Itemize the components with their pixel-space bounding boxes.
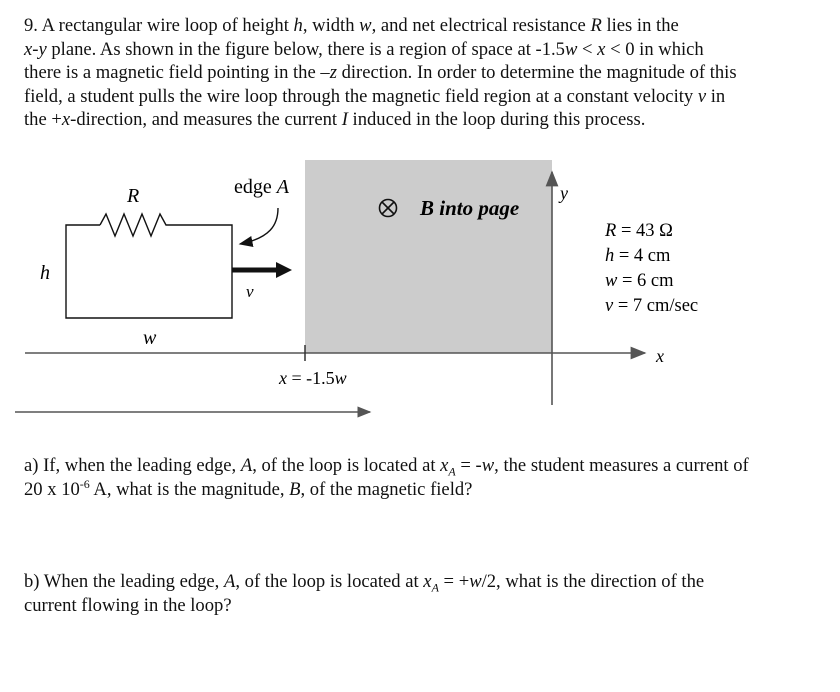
text-run: -direction, and measures the current [70, 109, 342, 130]
text-run: field, a student pulls the wire loop through the magnetic field region at a constant velocity [24, 85, 698, 107]
text-run: the + [24, 109, 62, 130]
velocity-arrowhead [276, 262, 292, 278]
edge-label: edge A [234, 176, 289, 198]
edge-pointer [240, 208, 278, 244]
text-run: A rectangular wire loop of height [41, 15, 294, 36]
text-run: direction. In order to determine the magnitude of this [336, 62, 737, 83]
italic-symbol: w [359, 15, 372, 36]
text-run: , and net electrical resistance [371, 15, 591, 36]
italic-symbol: h [293, 15, 303, 36]
question-b-line2: current flowing in the loop? [24, 594, 232, 616]
width-label: w [143, 327, 157, 349]
italic-symbol: R [590, 15, 602, 36]
given-values [604, 221, 698, 316]
given-value: h = 4 cm [605, 246, 671, 266]
height-label: h [40, 262, 50, 284]
italic-symbol: I [341, 109, 348, 130]
italic-symbol: w [564, 38, 578, 60]
resistor-label: R [127, 185, 140, 207]
text-run: plane. As shown in the figure below, there is a region of space at -1.5 [46, 38, 565, 60]
question-b [24, 570, 824, 617]
italic-symbol: x-y [24, 38, 47, 60]
italic-symbol: v [697, 85, 707, 107]
given-value: R = 43 Ω [605, 221, 673, 241]
wire-loop [66, 214, 232, 318]
y-axis-label: y [560, 183, 568, 203]
italic-symbol: x [61, 109, 71, 130]
field-region [305, 160, 552, 353]
given-value: v = 7 cm/sec [605, 296, 699, 316]
italic-symbol: x [597, 38, 606, 60]
text-run: there is a magnetic field pointing in the – [24, 62, 330, 83]
given-value: w = 6 cm [605, 271, 674, 291]
text-run: < [577, 38, 598, 60]
text-run: < 0 in which [605, 38, 704, 60]
text-run: , width [302, 15, 360, 36]
problem-number: 9. [24, 15, 42, 36]
text-run: lies in the [601, 15, 679, 36]
field-label: B into page [420, 196, 520, 220]
question-b-line1: b) When the leading edge, A, of the loop is located at $x_A = +w/2$, what is the direction of the [24, 571, 705, 595]
boundary-label: x = -1.5w [279, 368, 347, 388]
x-axis-label: x [656, 346, 664, 366]
question-a [24, 454, 824, 501]
velocity-label: v [246, 282, 254, 301]
question-a-line1: a) If, when the leading edge, A, of the loop is located at $x_A = -w$, the student measures a current of [24, 455, 749, 479]
text-run: in [706, 85, 726, 107]
question-a-line2: 20 x $10^{-6}$ A, what is the magnitude, B, of the magnetic field? [24, 476, 473, 500]
text-run: induced in the loop during this process. [347, 109, 646, 130]
italic-symbol: z [329, 62, 337, 83]
